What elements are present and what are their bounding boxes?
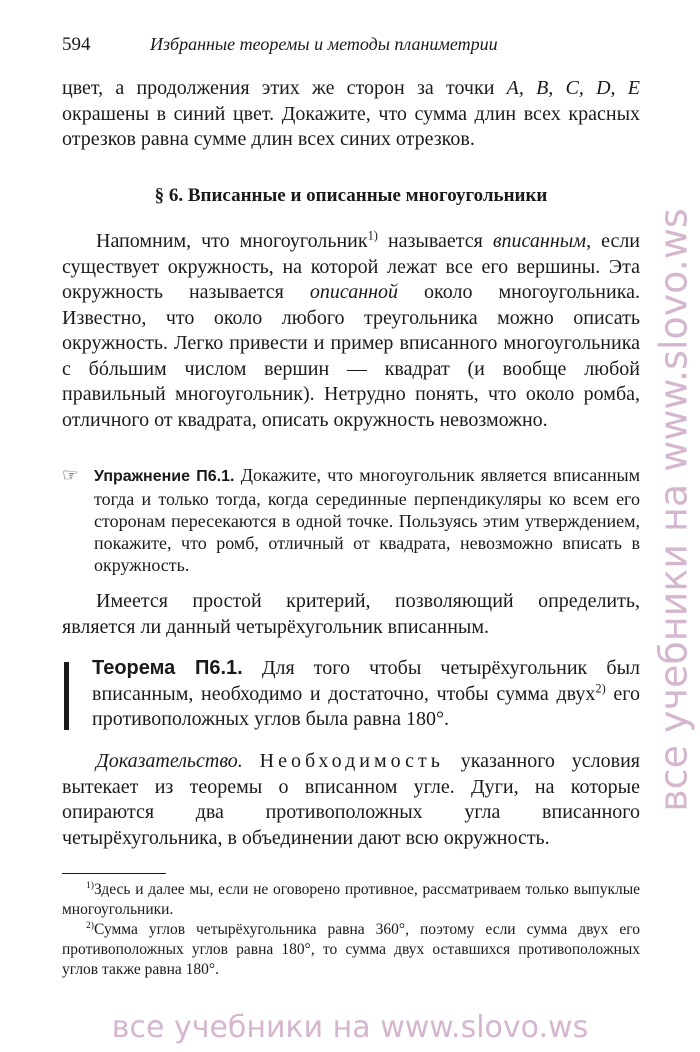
theorem-block (62, 656, 640, 733)
intro-points: A, B, C, D, E (506, 77, 640, 99)
p1-emphasis-1: вписанным (492, 230, 587, 252)
p1-text-4: около многоугольника. Известно, что около любого треугольника можно описать окружность. Легко привести и пример вписанного многоугольника с бóльшим числом вершин — квадрат (и вообще любой правильный многоугольник). Нетрудно понять, что около ромба, отличного от квадрата, описать окружность невозможно. (62, 281, 640, 431)
pointing-hand-icon: ☞ (62, 465, 79, 485)
exercise-label: Упражнение П6.1. (94, 468, 235, 485)
footnote-2-text: Сумма углов четырёхугольника равна 360°, поэтому если сумма двух его противоположных углов равна 180°, то сумма двух оставшихся противоположных углов также равна 180°. (62, 921, 640, 978)
running-title: Избранные теоремы и методы планиметрии (150, 34, 498, 54)
theorem-text (62, 656, 640, 733)
intro-paragraph (62, 76, 640, 153)
section-title: Вписанные и описанные многоугольники (187, 185, 548, 206)
proof-spaced-word: Необходимость (259, 750, 444, 772)
section-heading (62, 185, 640, 207)
exercise-text (62, 464, 640, 576)
footnote-rule (62, 873, 166, 874)
footnote-1-text: Здесь и далее мы, если не оговорено противное, рассматриваем только выпуклые многоугольники. (62, 881, 640, 918)
footnote-2 (62, 920, 640, 980)
side-watermark (652, 120, 696, 900)
proof-text: указанного условия вытекает из теоремы о вписанном угле. Дуги, на которые опираются два противоположных угла вписанного четырёхугольника, в объединении дают всю окружность. (62, 750, 640, 849)
exercise-body: Докажите, что многоугольник является вписанным тогда и только тогда, когда серединные перпендикуляры ко всем его сторонам пересекаются в одной точке. Пользуясь этим утверждением, покажите, что ромб, отличный от квадрата, невозможно вписать в окружность. (94, 465, 640, 575)
footnote-2-mark: 2) (86, 919, 94, 931)
footnote-1-mark: 1) (86, 879, 94, 891)
paragraph-1 (62, 229, 640, 433)
p1-text-3: , если существует окружность, на которой лежат все его вершины. Эта окружность называется (62, 230, 640, 303)
paragraph-2: Имеется простой критерий, позволяющий определить, является ли данный четырёхугольник вписанным. (62, 590, 640, 638)
footnote-ref-1: 1) (367, 228, 378, 243)
intro-text-1: цвет, а продолжения этих же сторон за точки (62, 77, 507, 99)
p1-text-2: называется (377, 230, 493, 252)
intro-text-2: окрашены в синий цвет. Докажите, что сумма длин всех красных отрезков равна сумме длин всех синих отрезков. (62, 102, 640, 150)
proof-label: Доказательство. (96, 750, 243, 772)
bottom-watermark: все учебники на www.slovo.ws (111, 1010, 589, 1045)
p1-emphasis-2: описанной (309, 281, 399, 303)
theorem-label: Теорема П6.1. (92, 657, 243, 679)
page-number: 594 (62, 34, 91, 55)
proof-paragraph (62, 749, 640, 851)
p1-text-1: Напомним, что многоугольник (96, 230, 368, 252)
footnotes (62, 880, 640, 980)
theorem-text-2: его противоположных углов была равна 180°. (92, 682, 640, 730)
exercise-block (62, 464, 640, 576)
footnote-1 (62, 880, 640, 920)
theorem-text-1: Для того чтобы четырёхугольник был вписанным, необходимо и достаточно, чтобы сумма двух (92, 657, 640, 705)
book-page (62, 0, 640, 1000)
side-watermark-text: все учебники на www.slovo.ws (652, 208, 696, 812)
page-header (62, 30, 640, 60)
footnote-ref-2: 2) (595, 680, 606, 695)
theorem-bar (64, 662, 69, 730)
section-number: § 6. (154, 185, 184, 206)
